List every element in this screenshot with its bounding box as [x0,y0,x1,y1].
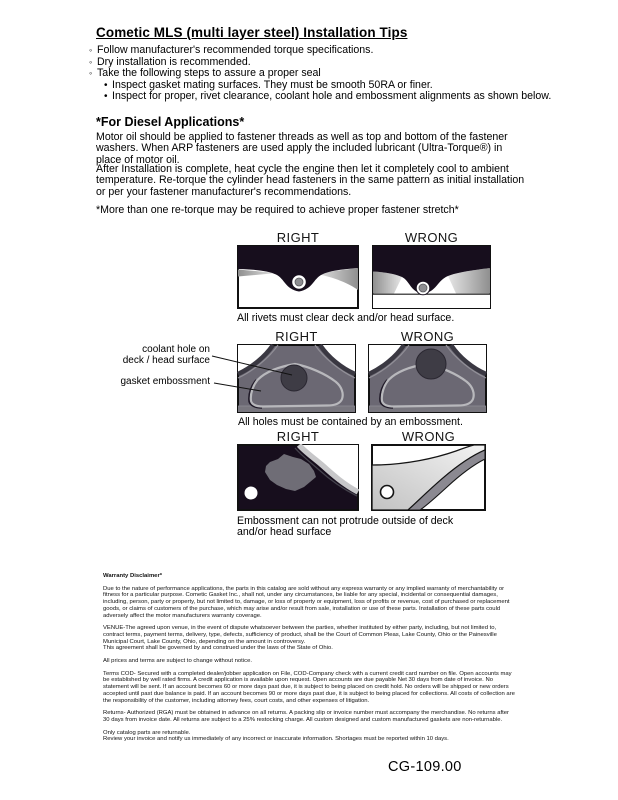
coolant-hole [416,349,446,379]
callout-line: coolant hole on [142,344,210,355]
bullet-icon: ◦ [89,68,93,79]
diesel-paragraph-1: Motor oil should be applied to fastener threads as well as top and bottom of the fastener washers. When ARP fasteners are used apply the included lubricant (Ultra-Torque®) in place of motor oil. [96,131,508,166]
wrong-label: WRONG [404,230,459,245]
disclaimer-line: This agreement shall be governed by and construed under the laws of the State of Ohio. [103,645,333,652]
right-label: RIGHT [275,329,318,344]
rivet-wrong-illustration [372,245,491,309]
rivet-wrong-column [372,230,491,309]
right-label: RIGHT [276,429,320,444]
embossment-caption: All holes must be contained by an embossment. [238,416,463,428]
diagram-set-rivet-clearance [237,230,491,309]
disclaimer-paragraph: All prices and terms are subject to change without notice. [103,658,252,665]
bullet-icon: • [104,91,108,103]
rivet-right-illustration [237,245,359,309]
right-label: RIGHT [276,230,320,245]
bullet-icon: • [104,79,108,91]
disclaimer-paragraph: Due to the nature of performance applications, the parts in this catalog are sold without any express warranty or any implied warranty of merchantability or fitness for a particular purpose. Cometic Gasket Inc., shall not, under any circumstances, be liable for any special, incidental or consequential damages, including, person, party or property, but not limited to, damage, or loss of property or equipment, loss of profits or revenue, cost of purchased or replacement goods, or claims of customers of the purchase, which may arise and/or result from sale, installation or use of these parts. Installation of these parts could adversely affect the motor manufacturers warranty coverage. [103,585,510,619]
panel-gap [359,230,372,309]
diesel-applications-heading: *For Diesel Applications* [96,115,245,129]
bolt-hole [381,486,394,499]
tip-text: Take the following steps to assure a proper seal [97,67,321,80]
embossment-right-illustration [237,344,356,413]
protrusion-wrong-column [371,429,486,511]
protrusion-caption [237,516,467,538]
bolt-hole [245,487,258,500]
bullet-icon: ◦ [89,56,93,67]
tip-text: Inspect for proper, rivet clearance, coolant hole and embossment alignments as shown below. [112,90,552,103]
diagram-set-embossment-protrusion [237,429,486,511]
panel-gap [356,329,368,413]
rivet-right-column [237,230,359,309]
page-title: Cometic MLS (multi layer steel) Installation Tips [96,25,408,40]
tip-subitem [89,91,551,103]
callout-line: deck / head surface [122,355,210,366]
embossment-wrong-illustration [368,344,487,413]
diagram-set-embossment-containment [237,329,487,413]
disclaimer-paragraph [103,730,516,743]
disclaimer-line: Review your invoice and notify us immediately of any incorrect or inaccurate information. Shortages must be reported within 10 days. [103,736,449,743]
installation-tips-list [89,45,551,103]
caption-line: Embossment can not protrude outside of deck [237,515,454,527]
tip-text: Dry installation is recommended. [97,55,251,68]
panel-gap [359,429,371,511]
coolant-hole [281,365,307,391]
disclaimer-heading: Warranty Disclaimer* [103,573,163,579]
caption-line: and/or head surface [237,526,332,539]
protrusion-right-illustration [237,444,359,511]
bullet-icon: ◦ [89,45,93,55]
diesel-paragraph-2: After Installation is complete, heat cycle the engine then let it completely cool to ambient temperature. Re-torque the cylinder head fasteners in the same pattern as initial installation or per your fastener manufacturer's recommendations. [96,163,525,198]
tip-text: Follow manufacturer's recommended torque specifications. [97,44,374,56]
coolant-hole-callout [104,344,210,366]
wrong-label: WRONG [400,329,455,344]
disclaimer-paragraph: Terms COD- Secured with a completed dealer/jobber application on File, COD-Company check with a current credit card number on file. Open accounts may be established by well rated firms. A credit application is available upon request. Open accounts are due payable Net 30 days from date of invoice. No statement will be sent. If an account becomes 60 or more days past due, it is subject to being placed on credit hold. No orders will be shipped or new orders accepted until past due balance is paid. If an account becomes 90 or more days past due, it is subject to being placed for collections. All costs of collection are the responsibility of the customer, including attorney fees, court costs, and other expenses of litigation. [103,670,515,704]
disclaimer-paragraph: Returns- Authorized (RGA) must be obtained in advance on all returns. A packing slip or invoice number must accompany the merchandise. No returns after 30 days from invoice date. All returns are subject to a 25% restocking charge. All custom designed and custom manufactured gaskets are non-returnable. [103,710,510,723]
embossment-wrong-column [368,329,487,413]
protrusion-right-column [237,429,359,511]
retorque-note: *More than one re-torque may be required to achieve proper fastener stretch* [96,204,459,216]
catalog-page-code: CG-109.00 [388,759,462,775]
disclaimer-paragraph [103,625,516,652]
gasket-embossment-callout: gasket embossment [120,376,210,387]
disclaimer-line: Only catalog parts are returnable. [103,729,191,736]
wrong-label: WRONG [401,429,456,444]
disclaimer-line: VENUE-The agreed upon venue, in the event of dispute whatsoever between the parties, whether instituted by either party, including, but not limited to, contract terms, payment terms, delivery, type, defects, sufficiency of product, shall be the Court of Common Pleas, Lake County, Ohio or the Painesville Municipal Court, Lake County, Ohio, depending on the amount in controversy. [103,625,497,645]
warranty-disclaimer [103,573,516,749]
embossment-right-column [237,329,356,413]
rivet-caption: All rivets must clear deck and/or head surface. [237,312,455,324]
tip-text: Inspect gasket mating surfaces. They must be smooth 50RA or finer. [112,78,433,91]
protrusion-wrong-illustration [371,444,486,511]
